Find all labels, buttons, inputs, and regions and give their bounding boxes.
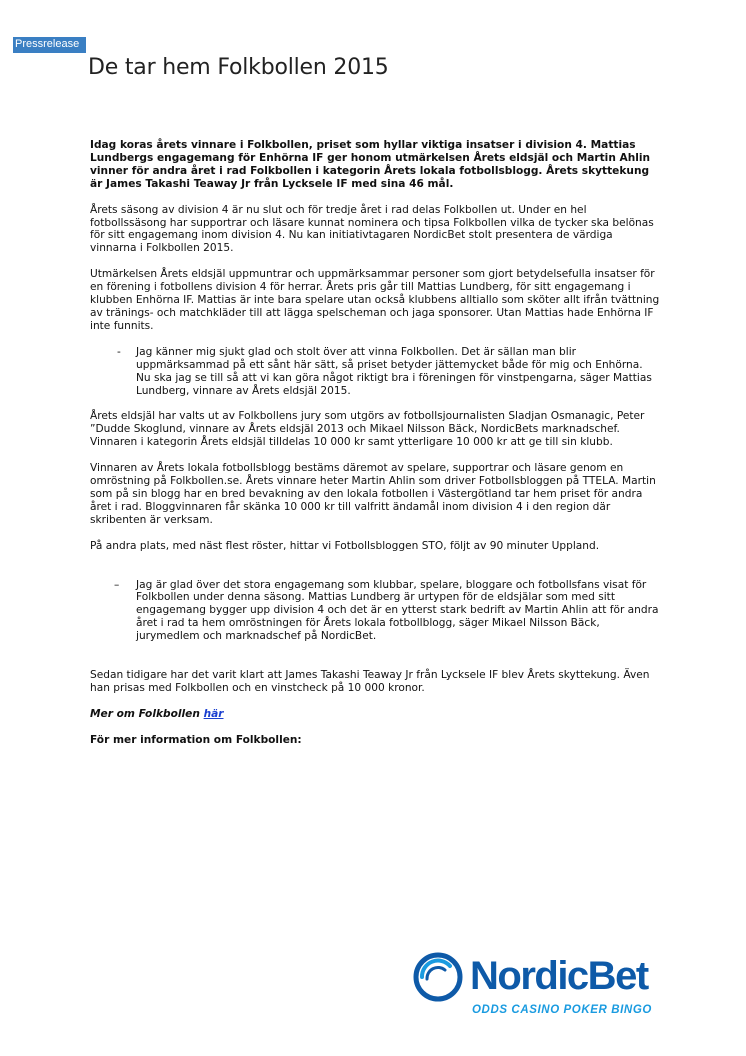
paragraph-eldsjal: Utmärkelsen Årets eldsjäl uppmuntrar och uppmärksammar personer som gjort betydelsefulla insatser för en förening i fotbollens division 4 för herrar. Årets pris går till Mattias Lundberg, för sitt engagemang i klubben Enhörna IF. Mattias är inte bara spelare utan också klubbens alltiallo som sköter allt ifrån tvättning av tränings- och matchkläder till att lägga spelscheman och jaga sponsorer. Utan Mattias hade Enhörna IF inte funnits. [90, 268, 660, 332]
quote-mikael [90, 579, 660, 644]
more-info-heading: För mer information om Folkbollen: [90, 733, 302, 746]
logo-wordmark: NordicBet [470, 954, 648, 998]
quote-dash: - [117, 345, 121, 358]
logo-tagline: ODDS CASINO POKER BINGO [472, 1004, 652, 1016]
paragraph-second-place: På andra plats, med näst flest röster, hittar vi Fotbollsbloggen STO, följt av 90 minuter Uppland. [90, 539, 600, 552]
paragraph-jury: Årets eldsjäl har valts ut av Folkbollens jury som utgörs av fotbollsjournalisten Sladjan Osmanagic, Peter ”Dudde Skoglund, vinnare av Årets eldsjäl 2013 och Mikael Nilsson Bäck, NordicBets marknadschef. Vinnaren i kategorin Årets eldsjäl tilldelas 10 000 kr samt ytterligare 10 000 kr att ge till sin klubb. [90, 410, 645, 449]
paragraph-season: Årets säsong av division 4 är nu slut och för tredje året i rad delas Folkbollen ut. Under en hel fotbollssäsong har supportrar och läsare kunnat nominera och tipsa Folkbollen vilka de tycker ska belönas för sitt engagemang inom division 4. Nu kan initiativtagaren NordicBet stolt presentera de värdiga vinnarna i Folkbollen 2015. [90, 203, 654, 255]
quote-text: Jag är glad över det stora engagemang som klubbar, spelare, bloggare och fotbollsfans visat för Folkbollen under denna säsong. Mattias Lundberg är urtypen för de eldsjälar som med sitt engagemang bygger upp division 4 och det är en ytterst stark bedrift av Martin Ahlin att för andra året i rad ta hem omröstningen för Årets lokala fotbollblogg, säger Mikael Nilsson Bäck, jurymedlem och marknadschef på NordicBet. [136, 578, 659, 643]
quote-text: Jag känner mig sjukt glad och stolt över att vinna Folkbollen. Det är sällan man blir uppmärksammad på ett sånt här sätt, så priset betyder jättemycket både för mig och Enhörna. Nu ska jag se till så att vi kan göra något riktigt bra i föreningen för vinstpengarna, säger Mattias Lundberg, vinnare av Årets eldsjäl 2015. [136, 345, 652, 397]
article-body [90, 139, 660, 760]
nordicbet-ring-icon [412, 952, 464, 1002]
more-label: Mer om Folkbollen [90, 707, 200, 720]
page-title: De tar hem Folkbollen 2015 [88, 55, 389, 80]
lead-paragraph: Idag koras årets vinnare i Folkbollen, priset som hyllar viktiga insatser i division 4. Mattias Lundbergs engagemang för Enhörna IF ger honom utmärkelsen Årets eldsjäl och Martin Ahlin vinner för andra året i rad Folkbollen i kategorin Årets lokala fotbollsblogg. Årets skyttekung är James Takashi Teaway Jr från Lycksele IF med sina 46 mål. [90, 139, 651, 190]
paragraph-blogg: Vinnaren av Årets lokala fotbollsblogg bestäms däremot av spelare, supportrar och läsare genom en omröstning på Folkbollen.se. Årets vinnare heter Martin Ahlin som driver Fotbollsbloggen på TTELA. Martin som på sin blogg har en bred bevakning av den lokala fotbollen i Västergötland tar hem priset för andra året i rad. Bloggvinnaren får skänka 10 000 kr till valfritt ändamål inom division 4 i den region där skribenten är verksam. [90, 462, 656, 526]
nordicbet-logo [412, 950, 662, 1025]
pressrelease-tag: Pressrelease [13, 37, 86, 53]
more-about [90, 708, 660, 721]
quote-dash: – [114, 578, 120, 591]
quote-mattias [90, 346, 660, 398]
paragraph-skyttekung: Sedan tidigare har det varit klart att James Takashi Teaway Jr från Lycksele IF blev Årets skyttekung. Även han prisas med Folkbollen och en vinstcheck på 10 000 kronor. [90, 669, 650, 694]
more-link[interactable]: här [203, 707, 224, 720]
